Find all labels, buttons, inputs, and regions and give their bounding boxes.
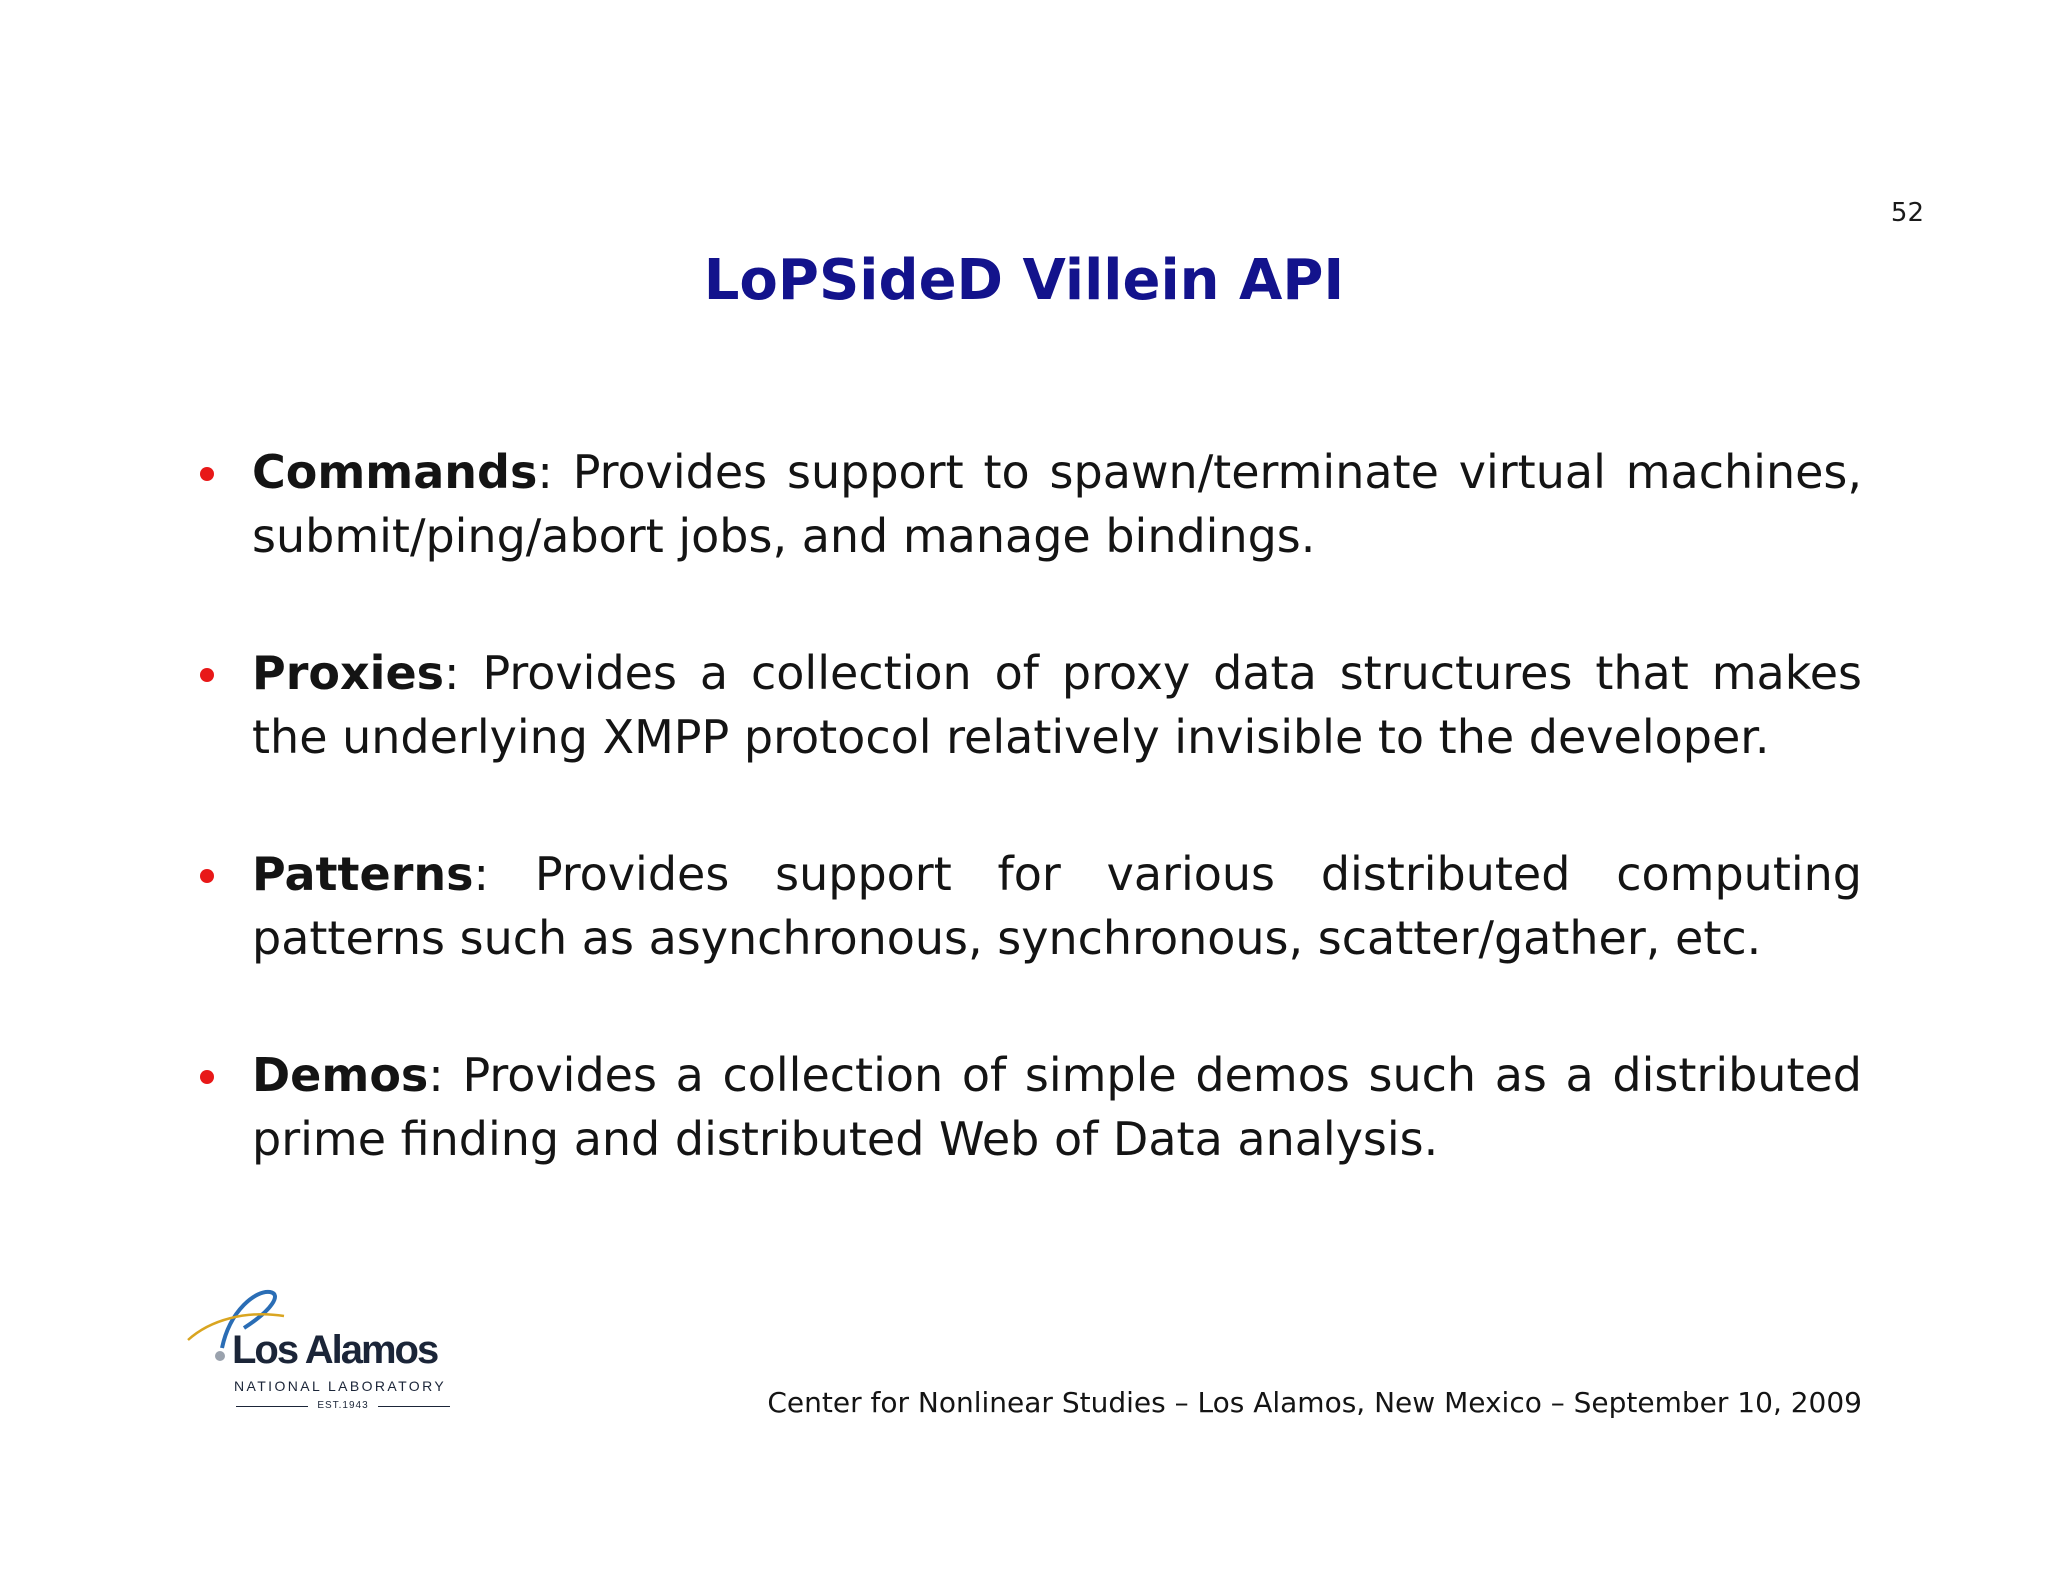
- bullet-text: : Provides support to spawn/terminate virtual machines, submit/ping/abort jobs, and manage bindings.: [252, 445, 1862, 563]
- bullet-dot-icon: [200, 869, 214, 883]
- bullet-text: : Provides a collection of simple demos such as a distributed prime finding and distributed Web of Data analysis.: [252, 1048, 1862, 1166]
- bullet-list: [200, 440, 1862, 1244]
- page-number: 52: [1890, 198, 1924, 228]
- bullet-item-proxies: [200, 641, 1862, 769]
- bullet-term: Commands: [252, 445, 538, 499]
- logo-subtitle: NATIONAL LABORATORY: [234, 1378, 447, 1394]
- bullet-dot-icon: [200, 467, 214, 481]
- bullet-term: Demos: [252, 1048, 429, 1102]
- logo-rule-right: [378, 1406, 450, 1407]
- footer-text: Center for Nonlinear Studies – Los Alamos, New Mexico – September 10, 2009: [767, 1386, 1862, 1419]
- bullet-dot-icon: [200, 1070, 214, 1084]
- bullet-text: : Provides support for various distributed computing patterns such as asynchronous, synchronous, scatter/gather, etc.: [252, 847, 1862, 965]
- logo-name: Los Alamos: [232, 1328, 438, 1372]
- bullet-item-demos: [200, 1043, 1862, 1171]
- logo-established: EST.1943: [317, 1400, 369, 1411]
- bullet-item-commands: [200, 440, 1862, 568]
- slide-title: LoPSideD Villein API: [703, 248, 1345, 313]
- los-alamos-logo: [186, 1288, 456, 1414]
- bullet-term: Proxies: [252, 646, 445, 700]
- bullet-term: Patterns: [252, 847, 474, 901]
- bullet-dot-icon: [200, 668, 214, 682]
- bullet-item-patterns: [200, 842, 1862, 970]
- bullet-text: : Provides a collection of proxy data structures that makes the underlying XMPP protocol relatively invisible to the developer.: [252, 646, 1862, 764]
